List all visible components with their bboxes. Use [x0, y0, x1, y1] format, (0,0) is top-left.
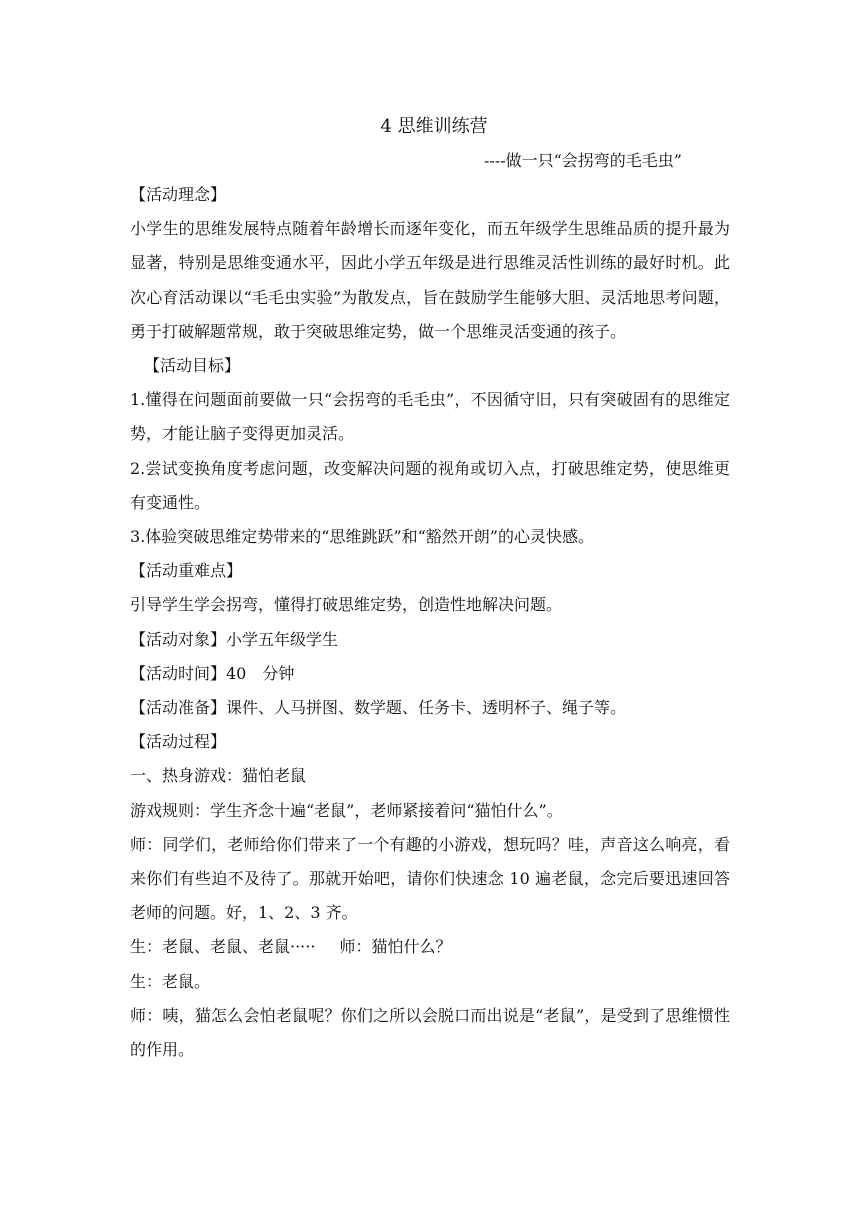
concept-heading: 【活动理念】 — [130, 185, 227, 204]
document-title: 4 思维训练营 — [380, 116, 488, 137]
goals-heading: 【活动目标】 — [144, 356, 241, 376]
document-subtitle: ----做一只“会拐弯的毛毛虫” — [484, 151, 682, 170]
goal-item-2: 2.尝试变换角度考虑问题，改变解决问题的视角或切入点，打破思维定势，使思维更有变通性。 — [130, 458, 730, 512]
preparation-line: 【活动准备】课件、人马拼图、数学题、任务卡、透明杯子、绳子等。 — [130, 698, 627, 718]
student-line-2: 生：老鼠。 — [130, 971, 211, 991]
concept-paragraph: 小学生的思维发展特点随着年龄增长而逐年变化，而五年级学生思维品质的提升最为显著，特别是思维变通水平，因此小学五年级是进行思维灵活性训练的最好时机。此次心育活动课以“毛毛虫实验”为散发点，旨在鼓励学生能够大胆、灵活地思考问题，勇于打破解题常规，敢于突破思维定势，做一个思维灵活变通的孩子。 — [130, 219, 730, 341]
teacher-line-1: 师：同学们，老师给你们带来了一个有趣的小游戏，想玩吗？哇，声音这么响亮，看来你们有些迫不及待了。那就开始吧，请你们快速念 10 遍老鼠，念完后要迅速回答老师的问题。好，1、2、3 齐。 — [130, 834, 730, 923]
dialogue-line — [130, 930, 730, 964]
process-heading: 【活动过程】 — [130, 732, 227, 752]
teacher-question: 师：猫怕什么？ — [339, 937, 452, 957]
time-line: 【活动时间】40 分钟 — [130, 663, 295, 683]
teacher-line-2: 师：咦，猫怎么会怕老鼠呢？你们之所以会脱口而出说是“老鼠”，是受到了思维惯性的作用。 — [130, 1005, 730, 1060]
goal-item-3: 3.体验突破思维定势带来的“思维跳跃”和“豁然开朗”的心灵快感。 — [130, 527, 594, 547]
difficulty-paragraph: 引导学生学会拐弯，懂得打破思维定势，创造性地解决问题。 — [130, 595, 563, 615]
game-rule: 游戏规则：学生齐念十遍“老鼠”，老师紧接着问“猫怕什么”。 — [130, 800, 563, 820]
document-page — [130, 110, 730, 1067]
goal-item-1: 1.懂得在问题面前要做一只“会拐弯的毛毛虫”，不因循守旧，只有突破固有的思维定势，才能让脑子变得更加灵活。 — [130, 390, 730, 444]
section1-title: 一、热身游戏：猫怕老鼠 — [130, 766, 307, 786]
student-line-1: 生：老鼠、老鼠、老鼠····· — [130, 937, 316, 957]
difficulty-heading: 【活动重难点】 — [130, 561, 243, 581]
target-line: 【活动对象】小学五年级学生 — [130, 629, 339, 649]
